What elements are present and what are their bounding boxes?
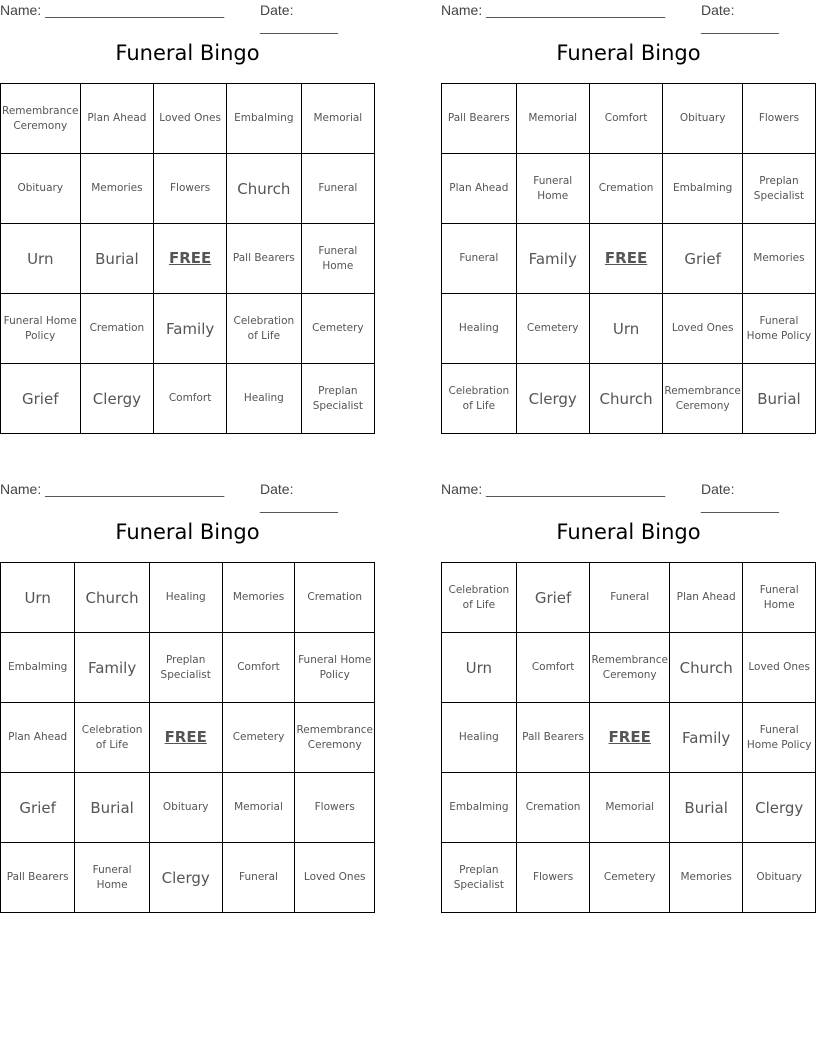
bingo-row: [1, 154, 375, 224]
date-field-label: Date: __________: [260, 2, 338, 34]
bingo-cell: Preplan Specialist: [442, 843, 517, 913]
bingo-cell: Cremation: [589, 154, 663, 224]
bingo-cell: Preplan Specialist: [149, 633, 222, 703]
bingo-row: [1, 364, 375, 434]
bingo-cell: Remembrance Ceremony: [590, 633, 670, 703]
bingo-cell: Urn: [1, 224, 81, 294]
bingo-cell: Loved Ones: [295, 843, 375, 913]
bingo-cell: Church: [589, 364, 663, 434]
bingo-cell: Embalming: [226, 84, 301, 154]
free-space-cell: FREE: [589, 224, 663, 294]
bingo-cell: Family: [516, 224, 589, 294]
bingo-row: [442, 224, 816, 294]
free-space-cell: FREE: [590, 703, 670, 773]
bingo-cell: Loved Ones: [663, 294, 743, 364]
bingo-cell: Memories: [80, 154, 154, 224]
bingo-cell: Church: [669, 633, 742, 703]
bingo-cell: Memorial: [590, 773, 670, 843]
bingo-cell: Burial: [742, 364, 815, 434]
bingo-cell: Flowers: [516, 843, 590, 913]
bingo-cell: Church: [75, 563, 150, 633]
bingo-cell: Obituary: [149, 773, 222, 843]
bingo-cell: Funeral Home: [75, 843, 150, 913]
bingo-row: [1, 773, 375, 843]
bingo-cell: Cremation: [516, 773, 590, 843]
bingo-cell: Flowers: [742, 84, 815, 154]
bingo-cell: Comfort: [222, 633, 295, 703]
bingo-cell: Preplan Specialist: [301, 364, 374, 434]
bingo-row: [1, 84, 375, 154]
card-header: [0, 0, 375, 34]
bingo-cell: Cemetery: [301, 294, 374, 364]
bingo-row: [1, 633, 375, 703]
bingo-cell: Plan Ahead: [1, 703, 75, 773]
bingo-cell: Memories: [742, 224, 815, 294]
bingo-cell: Flowers: [154, 154, 227, 224]
bingo-cell: Healing: [226, 364, 301, 434]
name-field-label: Name: _______________________: [441, 481, 666, 497]
bingo-cell: Pall Bearers: [226, 224, 301, 294]
card-header: [441, 479, 816, 513]
bingo-cell: Funeral Home Policy: [1, 294, 81, 364]
bingo-cell: Urn: [1, 563, 75, 633]
bingo-grid: [0, 562, 375, 913]
card-title: Funeral Bingo: [115, 520, 260, 544]
bingo-cell: Pall Bearers: [442, 84, 517, 154]
bingo-cell: Memorial: [516, 84, 589, 154]
bingo-cell: Church: [226, 154, 301, 224]
card-header: [0, 479, 375, 513]
bingo-cell: Urn: [589, 294, 663, 364]
date-field-label: Date: __________: [701, 2, 779, 34]
bingo-row: [442, 294, 816, 364]
bingo-cell: Pall Bearers: [1, 843, 75, 913]
bingo-cell: Embalming: [442, 773, 517, 843]
bingo-cell: Clergy: [149, 843, 222, 913]
bingo-cell: Celebration of Life: [442, 563, 517, 633]
date-field-label: Date: __________: [701, 481, 779, 513]
bingo-cell: Celebration of Life: [226, 294, 301, 364]
bingo-cell: Funeral: [442, 224, 517, 294]
bingo-cell: Celebration of Life: [442, 364, 517, 434]
bingo-cell: Memorial: [222, 773, 295, 843]
bingo-cell: Cemetery: [516, 294, 589, 364]
bingo-cell: Grief: [1, 364, 81, 434]
bingo-cell: Loved Ones: [743, 633, 816, 703]
bingo-row: [442, 773, 816, 843]
bingo-cell: Burial: [80, 224, 154, 294]
bingo-cell: Healing: [149, 563, 222, 633]
bingo-cell: Flowers: [295, 773, 375, 843]
bingo-row: [442, 843, 816, 913]
bingo-cell: Funeral: [301, 154, 374, 224]
bingo-cell: Cremation: [295, 563, 375, 633]
bingo-grid: [441, 83, 816, 434]
bingo-cell: Plan Ahead: [80, 84, 154, 154]
bingo-row: [442, 84, 816, 154]
bingo-cell: Comfort: [516, 633, 590, 703]
bingo-cell: Obituary: [1, 154, 81, 224]
bingo-row: [1, 843, 375, 913]
bingo-row: [1, 563, 375, 633]
bingo-card-2: [441, 0, 816, 412]
card-header: [441, 0, 816, 34]
bingo-cell: Funeral: [590, 563, 670, 633]
bingo-cell: Grief: [1, 773, 75, 843]
bingo-row: [442, 154, 816, 224]
bingo-cell: Memorial: [301, 84, 374, 154]
bingo-cell: Plan Ahead: [669, 563, 742, 633]
bingo-cell: Family: [669, 703, 742, 773]
bingo-cell: Funeral Home Policy: [295, 633, 375, 703]
bingo-cell: Embalming: [663, 154, 743, 224]
card-title: Funeral Bingo: [556, 41, 701, 65]
bingo-card-4: [441, 479, 816, 891]
bingo-cell: Burial: [669, 773, 742, 843]
bingo-cell: Obituary: [743, 843, 816, 913]
bingo-cell: Family: [75, 633, 150, 703]
bingo-cell: Cemetery: [590, 843, 670, 913]
bingo-cell: Embalming: [1, 633, 75, 703]
bingo-cell: Obituary: [663, 84, 743, 154]
bingo-cell: Remembrance Ceremony: [663, 364, 743, 434]
bingo-row: [1, 294, 375, 364]
bingo-cell: Pall Bearers: [516, 703, 590, 773]
name-field-label: Name: _______________________: [441, 2, 666, 18]
bingo-cell: Urn: [442, 633, 517, 703]
bingo-cell: Grief: [516, 563, 590, 633]
bingo-cell: Healing: [442, 703, 517, 773]
bingo-row: [442, 703, 816, 773]
bingo-cell: Funeral Home: [301, 224, 374, 294]
bingo-card-1: [0, 0, 375, 412]
bingo-row: [1, 224, 375, 294]
bingo-cell: Comfort: [589, 84, 663, 154]
date-field-label: Date: __________: [260, 481, 338, 513]
bingo-cell: Healing: [442, 294, 517, 364]
bingo-cell: Funeral Home Policy: [742, 294, 815, 364]
bingo-cell: Clergy: [80, 364, 154, 434]
name-field-label: Name: _______________________: [0, 2, 225, 18]
bingo-cell: Plan Ahead: [442, 154, 517, 224]
bingo-cell: Funeral Home Policy: [743, 703, 816, 773]
bingo-cell: Funeral Home: [516, 154, 589, 224]
bingo-cell: Loved Ones: [154, 84, 227, 154]
bingo-grid: [441, 562, 816, 913]
bingo-cell: Grief: [663, 224, 743, 294]
card-title: Funeral Bingo: [556, 520, 701, 544]
name-field-label: Name: _______________________: [0, 481, 225, 497]
bingo-cell: Family: [154, 294, 227, 364]
bingo-row: [442, 633, 816, 703]
bingo-row: [442, 563, 816, 633]
bingo-cell: Clergy: [743, 773, 816, 843]
bingo-cell: Memories: [222, 563, 295, 633]
bingo-cell: Remembrance Ceremony: [295, 703, 375, 773]
card-title: Funeral Bingo: [115, 41, 260, 65]
bingo-cell: Memories: [669, 843, 742, 913]
bingo-row: [442, 364, 816, 434]
bingo-cell: Funeral: [222, 843, 295, 913]
free-space-cell: FREE: [154, 224, 227, 294]
bingo-card-3: [0, 479, 375, 891]
bingo-cell: Comfort: [154, 364, 227, 434]
bingo-cell: Cemetery: [222, 703, 295, 773]
bingo-cell: Cremation: [80, 294, 154, 364]
bingo-cell: Remembrance Ceremony: [1, 84, 81, 154]
bingo-cell: Burial: [75, 773, 150, 843]
bingo-cell: Funeral Home: [743, 563, 816, 633]
bingo-cell: Preplan Specialist: [742, 154, 815, 224]
bingo-cell: Clergy: [516, 364, 589, 434]
bingo-row: [1, 703, 375, 773]
bingo-cell: Celebration of Life: [75, 703, 150, 773]
bingo-grid: [0, 83, 375, 434]
free-space-cell: FREE: [149, 703, 222, 773]
